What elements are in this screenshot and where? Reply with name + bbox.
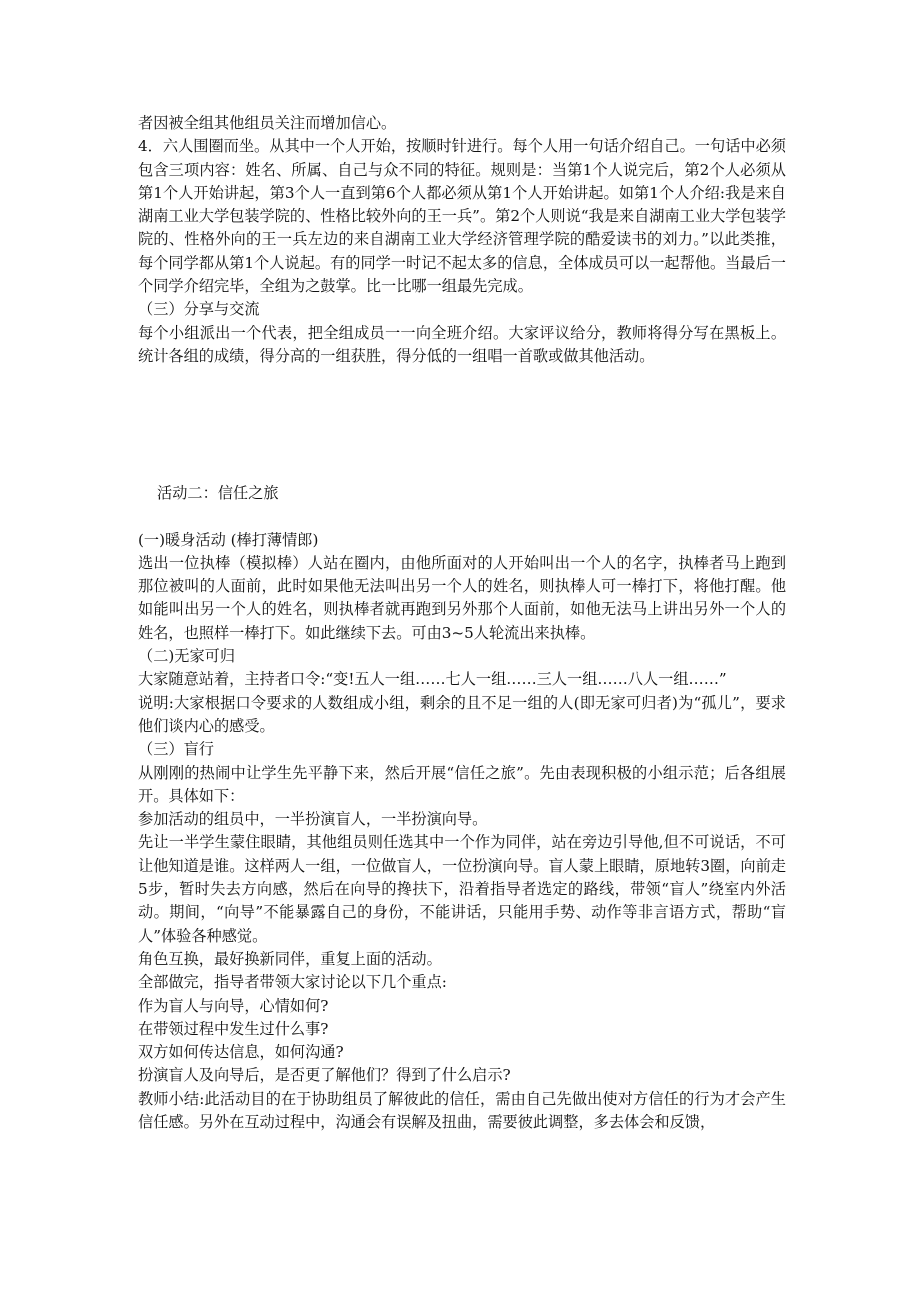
spacer	[138, 506, 786, 529]
paragraph-continuation: 者因被全组其他组员关注而增加信心。	[138, 114, 397, 132]
discussion-question: 在带领过程中发生过什么事?	[138, 1019, 329, 1038]
heading-share-exchange: （三）分享与交流	[138, 300, 260, 319]
paragraph-role-swap: 角色互换，最好换新同伴，重复上面的活动。	[138, 949, 442, 968]
discussion-question: 双方如何传达信息，如何沟通?	[138, 1043, 344, 1062]
paragraph-teacher-summary: 教师小结:此活动目的在于协助组员了解彼此的信任，需由自己先做出使对方信任的行为才会产生信任感。另外在互动过程中，沟通会有误解及扭曲，需要彼此调整，多去体会和反馈，	[138, 1089, 786, 1131]
paragraph-blind-procedure: 先让一半学生蒙住眼睛，其他组员则任选其中一个作为同伴，站在旁边引导他,但不可说话，不可让他知道是谁。这样两人一组，一位做盲人，一位扮演向导。盲人蒙上眼睛，原地转3圈，向前走5步，暂时失去方向感，然后在向导的搀扶下，沿着指导者选定的路线，带领“盲人”绕室内外活动。期间，“向导”不能暴露自己的身份，不能讲话，只能用手势、动作等非言语方式，帮助“盲人”体验各种感觉。	[138, 833, 786, 945]
paragraph-blind-roles: 参加活动的组员中，一半扮演盲人，一半扮演向导。	[138, 810, 488, 829]
heading-homeless: （二)无家可归	[138, 647, 236, 666]
discussion-question: 作为盲人与向导，心情如何?	[138, 996, 329, 1015]
paragraph-share-exchange: 每个小组派出一个代表，把全组成员一一向全班介绍。大家评议给分，教师将得分写在黑板上。统计各组的成绩，得分高的一组获胜，得分低的一组唱一首歌或做其他活动。	[138, 323, 786, 365]
spacer	[138, 368, 786, 482]
paragraph-item-4: 4．六人围圈而坐。从其中一个人开始，按顺时针进行。每个人用一句话介绍自己。一句话中必须包含三项内容：姓名、所属、自己与众不同的特征。规则是：当第1个人说完后，第2个人必须从第1个人开始讲起，第3个人一直到第6个人都必须从第1个人开始讲起。如第1个人介绍:我是来自湖南工业大学包装学院的、性格比较外向的王一兵”。第2个人则说“我是来自湖南工业大学包装学院的、性格外向的王一兵左边的来自湖南工业大学经济管理学院的酷爱读书的刘力。”以此类推，每个同学都从第1个人说起。有的同学一时记不起太多的信息，全体成员可以一起帮他。当最后一个同学介绍完毕，全组为之鼓掌。比一比哪一组最先完成。	[138, 137, 786, 296]
discussion-question: 扮演盲人及向导后，是否更了解他们？得到了什么启示?	[138, 1066, 511, 1085]
paragraph-warmup: 选出一位执棒（模拟棒）人站在圈内，由他所面对的人开始叫出一个人的名字，执棒者马上跑到那位被叫的人面前，此时如果他无法叫出另一个人的姓名，则执棒人可一棒打下，将他打醒。他如能叫出另一个人的姓名，则执棒者就再跑到另外那个人面前，如他无法马上讲出另外一个人的姓名，也照样一棒打下。如此继续下去。可由3~5人轮流出来执棒。	[138, 553, 786, 642]
paragraph-homeless-explain: 说明:大家根据口令要求的人数组成小组，剩余的且不足一组的人(即无家可归者)为“孤儿”，要求他们谈内心的感受。	[138, 693, 786, 735]
document-page	[138, 112, 786, 1134]
paragraph-blind-intro: 从刚刚的热闹中让学生先平静下来，然后开展“信任之旅”。先由表现积极的小组示范；后各组展开。具体如下：	[138, 763, 786, 805]
section-title: 活动二：信任之旅	[157, 484, 279, 503]
heading-warmup: (一)暖身活动 (棒打薄情郎)	[138, 530, 319, 549]
paragraph-homeless-command: 大家随意站着，主持者口令:“变!五人一组……七人一组……三人一组……八人一组……”	[138, 670, 727, 689]
heading-blind-walk: （三）盲行	[138, 740, 214, 759]
paragraph-discussion-intro: 全部做完，指导者带领大家讨论以下几个重点:	[138, 973, 447, 992]
